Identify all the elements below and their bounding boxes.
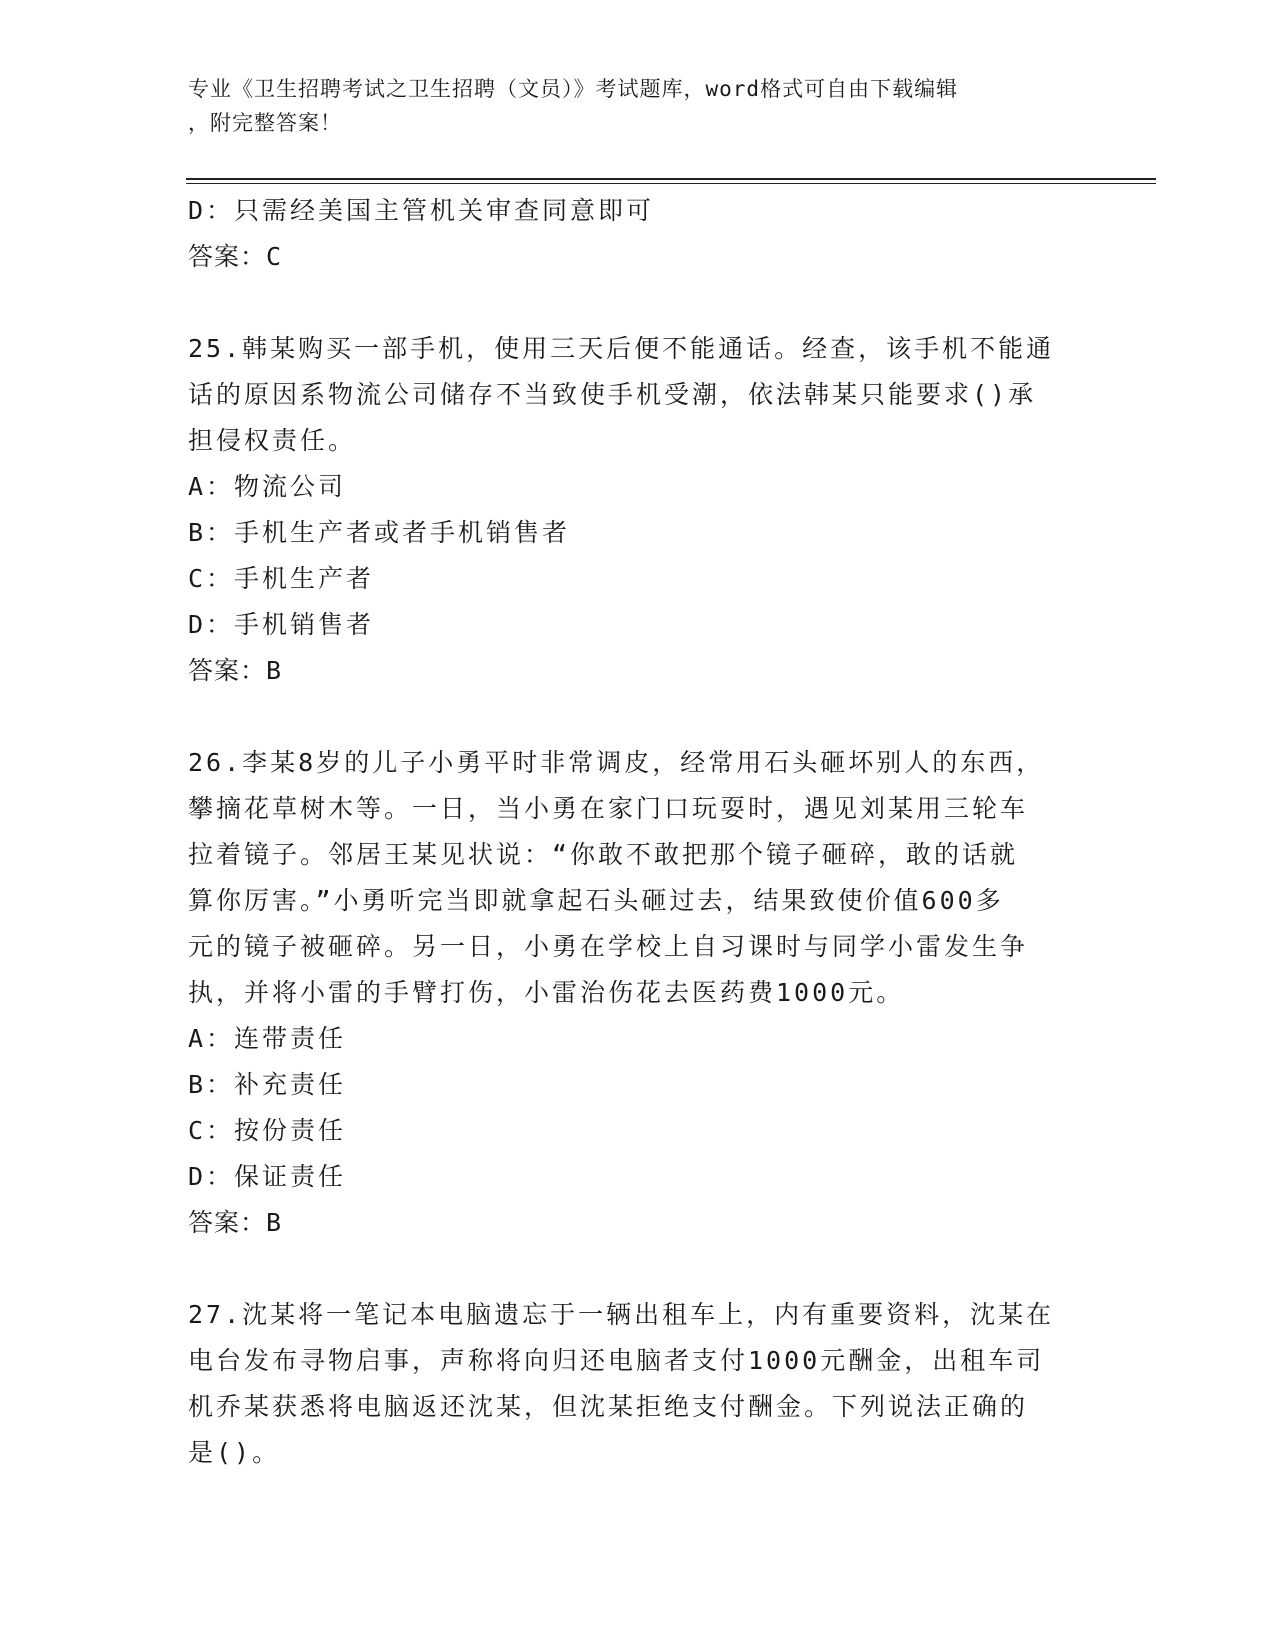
header-divider-thick	[186, 178, 1156, 180]
q26-option-d: D：保证责任	[188, 1162, 347, 1191]
q26-stem-line-6: 执，并将小雷的手臂打伤，小雷治伤花去医药费1000元。	[188, 978, 905, 1007]
spacer	[188, 280, 1078, 326]
page-header	[188, 72, 1068, 140]
question-25	[188, 326, 1078, 694]
header-line-1: 专业《卫生招聘考试之卫生招聘（文员）》考试题库，word格式可自由下载编辑	[188, 77, 959, 101]
prev-option-d: D：只需经美国主管机关审查同意即可	[188, 196, 655, 225]
q25-stem-line-2: 话的原因系物流公司储存不当致使手机受潮，依法韩某只能要求()承	[188, 380, 1037, 409]
q26-answer: 答案：B	[188, 1208, 283, 1237]
q26-option-b: B：补充责任	[188, 1070, 347, 1099]
q25-stem-line-3: 担侵权责任。	[188, 426, 357, 455]
q26-stem-line-4: 算你厉害。”小勇听完当即就拿起石头砸过去，结果致使价值600多	[188, 886, 1004, 915]
spacer	[188, 1246, 1078, 1292]
question-27	[188, 1292, 1078, 1476]
question-26	[188, 740, 1078, 1246]
question-content	[188, 188, 1078, 1476]
q25-option-b: B：手机生产者或者手机销售者	[188, 518, 571, 547]
q27-stem-line-1: 27.沈某将一笔记本电脑遗忘于一辆出租车上，内有重要资料，沈某在	[188, 1300, 1055, 1329]
q25-option-c: C：手机生产者	[188, 564, 375, 593]
q25-option-d: D：手机销售者	[188, 610, 375, 639]
prev-answer: 答案：C	[188, 242, 283, 271]
q25-option-a: A：物流公司	[188, 472, 347, 501]
q26-stem-line-5: 元的镜子被砸碎。另一日，小勇在学校上自习课时与同学小雷发生争	[188, 932, 1029, 961]
q26-stem-line-3: 拉着镜子。邻居王某见状说：“你敢不敢把那个镜子砸碎，敢的话就	[188, 840, 1019, 869]
header-line-2: ，附完整答案！	[188, 111, 342, 135]
q26-option-c: C：按份责任	[188, 1116, 347, 1145]
spacer	[188, 694, 1078, 740]
q27-stem-line-3: 机乔某获悉将电脑返还沈某，但沈某拒绝支付酬金。下列说法正确的	[188, 1392, 1029, 1421]
q27-stem-line-2: 电台发布寻物启事，声称将向归还电脑者支付1000元酬金，出租车司	[188, 1346, 1045, 1375]
q26-option-a: A：连带责任	[188, 1024, 347, 1053]
q26-stem-line-2: 攀摘花草树木等。一日，当小勇在家门口玩耍时，遇见刘某用三轮车	[188, 794, 1029, 823]
q27-stem-line-4: 是()。	[188, 1438, 281, 1467]
header-divider-thin	[186, 183, 1156, 184]
q25-stem-line-1: 25.韩某购买一部手机，使用三天后便不能通话。经查，该手机不能通	[188, 334, 1055, 363]
q26-stem-line-1: 26.李某8岁的儿子小勇平时非常调皮，经常用石头砸坏别人的东西，	[188, 748, 1045, 777]
q25-answer: 答案：B	[188, 656, 283, 685]
